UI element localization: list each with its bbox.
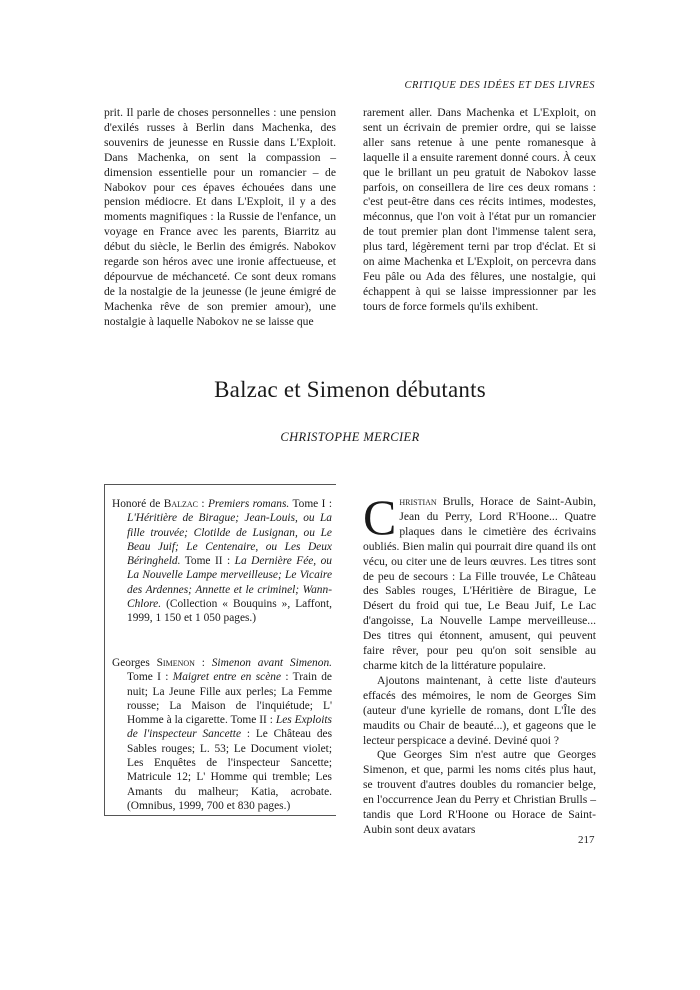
bib-tome-label: Tome I :: [289, 498, 332, 510]
first-word: hristian: [399, 495, 437, 508]
bib-tome-label: Tome II :: [180, 555, 235, 568]
bib-work: Premiers romans.: [207, 498, 290, 510]
top-right-paragraph: rarement aller. Dans Machenka et L'Exploit, on sent un écrivain de premier ordre, qui se laisse aller sans retenue à une pente romanesque à laquelle il a ensuite rarement donné cours. À ceux que le brillant un peu gratuit de Nabokov lasse parfois, on conseillera de lire ces deux romans : c'est peut-être dans ces récits intimes, modestes, méconnus, que l'on voit à l'état pur un romancier de tout premier plan dont l'immense talent sera, plus tard, légèrement terni par trop d'éclat. Et si on aime Machenka et L'Exploit, on percevra dans Feu pâle ou Ada des fêlures, une nostalgie, qui échappent à qui se laisse impressionner par les tours de force formels qu'ils exhibent.: [363, 106, 596, 313]
bib-author-last: Simenon: [156, 657, 195, 669]
top-left-column: [104, 106, 336, 330]
page-number: 217: [578, 834, 595, 846]
bib-tome-label: Tome I :: [127, 671, 173, 684]
running-header: CRITIQUE DES IDÉES ET DES LIVRES: [404, 80, 595, 91]
paragraph-text: Brulls, Horace de Saint-Aubin, Jean du Perry, Lord R'Hoone... Quatre plaques dans le cimetière des écrivains oubliés. Bien malin qui pourrait dire quand ils ont vécu, ou citer une de leurs œuvres. Les titres sont de peu de secours : La Fille trouvée, Le Château des Sables rouges, L'Héritière de Birague, Le Désert du froid qui tue, Le Beau Juif, Le Lac d'angoisse, La Nouvelle Lampe merveilleuse... Des titres qui étonnent, amusent, qui peuvent faire rêver, pour peu qu'on soit sensible au charme kitch de la littérature populaire.: [363, 495, 596, 672]
bib-separator: :: [197, 498, 208, 510]
bib-author-first: Honoré de: [112, 498, 161, 510]
bibliography-entry-balzac: [112, 497, 332, 626]
top-left-paragraph: prit. Il parle de choses personnelles : une pension d'exilés russes à Berlin dans Machenka, des souvenirs de jeunesse en Russie dans L'Exploit. Dans Machenka, on sent la compassion – dimension essentielle pour un romancier – de Nabokov pour ces épaves échouées dans une pension médiocre. Et dans L'Exploit, il y a des moments magnifiques : la Russie de l'enfance, un voyage en France avec les parents, Biarritz au début du siècle, le Berlin des émigrés. Nabokov regarde son héros avec une ironie affectueuse, et dépourvue de méchanceté. Ce sont deux romans de la nostalgie de la jeunesse (le jeune émigré de Machenka rêve de son premier amour), une nostalgie à laquelle Nabokov ne se laisse que: [104, 106, 336, 328]
bib-author-last: Balzac: [163, 498, 198, 510]
bib-tome-titles: L'Héritière de Birague; Jean-Louis, ou La fille trouvée; Clotilde de Lusignan, ou Le Beau Juif; Le Centenaire, ou Les Deux Béringheld.: [127, 512, 332, 568]
bib-separator: :: [194, 657, 212, 669]
bib-publisher: (Collection « Bouquins », Laffont, 1999, 1 150 et 1 050 pages.): [127, 598, 332, 625]
article-body: [363, 489, 596, 838]
body-paragraph-2: Ajoutons maintenant, à cette liste d'auteurs effacés des mémoires, le nom de Georges Sim (auteur d'une kyrielle de romans, dont L'Île des maudits ou Chair de beauté...), et gageons que le lecteur perspicace a deviné. Deviné quoi ?: [363, 673, 596, 747]
top-right-column: [363, 106, 596, 315]
bib-tome-title: Maigret entre en scène: [172, 671, 282, 684]
bib-tome-titles: La Dernière Fée, ou La Nouvelle Lampe merveilleuse; Le Vicaire des Ardennes; Annette et le criminel; Wann-Chlore.: [127, 555, 333, 611]
bib-tome-title: Les Exploits de l'inspecteur Sancette: [127, 714, 332, 741]
bibliography-entry-simenon: [112, 656, 332, 813]
bib-tome-contents: : Train de nuit; La Jeune Fille aux perles; La Femme rousse; La Maison de l'inquiétude; L' Homme à la cigarette.: [127, 671, 332, 727]
article-title: Balzac et Simenon débutants: [214, 377, 486, 402]
drop-cap: C: [363, 489, 397, 545]
bib-author-first: Georges: [112, 657, 150, 669]
bib-tome-label: Tome II :: [227, 714, 276, 727]
article-author: CHRISTOPHE MERCIER: [280, 430, 420, 444]
body-paragraph-3: Que Georges Sim n'est autre que Georges Simenon, et que, parmi les noms cités plus haut, se trouvent d'autres doubles du romancier belge, en l'occurrence Jean du Perry et Christian Brulls – tandis que Lord R'Hoone ou Horace de Saint-Aubin sont deux avatars: [363, 748, 596, 836]
body-paragraph-1: [363, 489, 596, 674]
bib-work: Simenon avant Simenon.: [211, 657, 332, 669]
bib-tome-contents: : Le Château des Sables rouges; L. 53; Le Document violet; Les Enquêtes de l'inspecteur Sancette; Matricule 12; L' Homme qui tremble; Les Amants du malheur; Katia, acrobate. (Omnibus, 1999, 700 et 830 pages.): [127, 728, 332, 812]
